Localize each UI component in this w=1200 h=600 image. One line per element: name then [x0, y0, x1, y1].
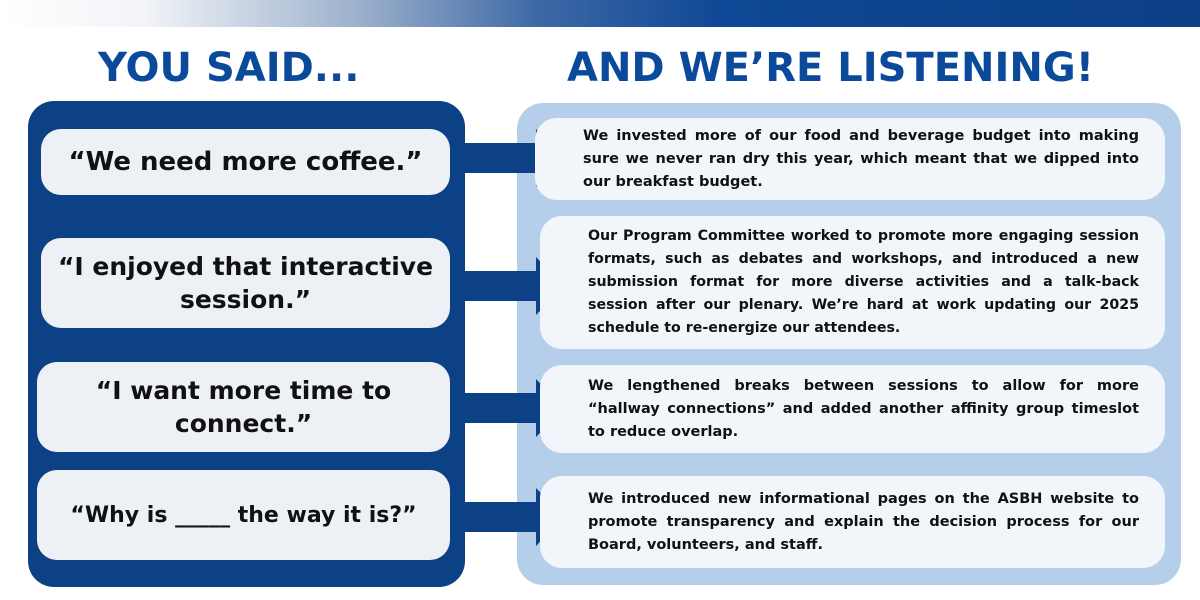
feedback-quote	[37, 362, 450, 452]
response-text: We invested more of our food and beverage budget into making sure we never ran dry this year, which meant that we dipped into our breakfast budget.	[583, 127, 1139, 190]
you-said-heading: YOU SAID...	[98, 45, 360, 91]
listening-heading: AND WE’RE LISTENING!	[567, 45, 1094, 91]
response-box	[540, 476, 1165, 568]
feedback-quote-text: “Why is _____ the way it is?”	[70, 502, 417, 528]
response-box	[535, 118, 1165, 200]
response-text: Our Program Committee worked to promote more engaging session formats, such as debates and workshops, and introduced a new submission format for more diverse activities and a talk-back session after our plenary. We’re hard at work updating our 2025 schedule to re-energize our attendees.	[588, 228, 1139, 336]
response-box	[540, 216, 1165, 349]
response-text: We lengthened breaks between sessions to allow for more “hallway connections” and added another affinity group timeslot to reduce overlap.	[588, 377, 1139, 440]
feedback-quote-text: “I want more time to connect.”	[95, 376, 392, 438]
response-text: We introduced new informational pages on the ASBH website to promote transparency and explain the decision process for our Board, volunteers, and staff.	[588, 490, 1139, 553]
feedback-quote	[41, 129, 450, 195]
top-gradient-bar	[0, 0, 1200, 27]
feedback-quote	[37, 470, 450, 560]
feedback-quote	[41, 238, 450, 328]
feedback-quote-text: “I enjoyed that interactive session.”	[57, 252, 434, 314]
feedback-quote-text: “We need more coffee.”	[68, 146, 423, 177]
response-box	[540, 365, 1165, 453]
